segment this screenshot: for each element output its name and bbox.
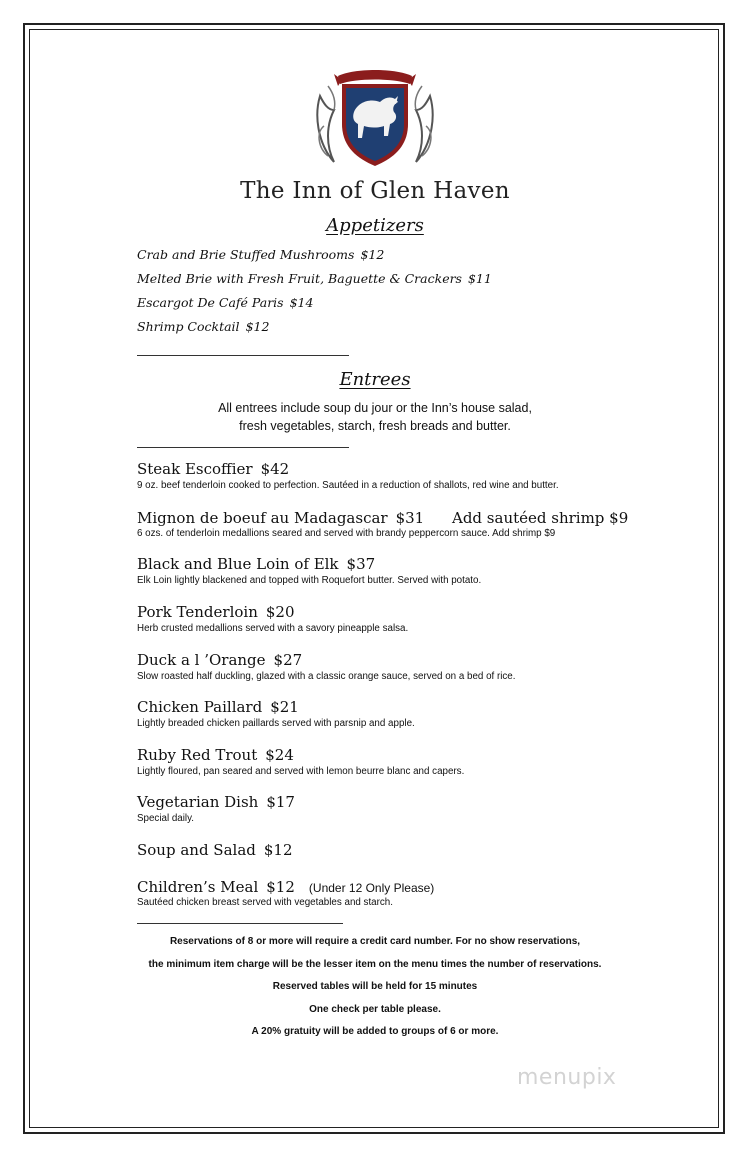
entree-price: $42 (260, 460, 290, 478)
entree-title (137, 698, 299, 716)
entrees-note-line-2: fresh vegetables, starch, fresh breads and butter. (239, 419, 511, 433)
entree-name: Mignon de boeuf au Madagascar (137, 509, 388, 527)
entree-title (137, 841, 293, 859)
divider (137, 355, 349, 356)
entree-description: Slow roasted half duckling, glazed with a classic orange sauce, served on a bed of rice. (137, 671, 516, 682)
entree-price: $21 (270, 698, 299, 716)
entree-name: Ruby Red Trout (137, 746, 258, 764)
entree-name: Chicken Paillard (137, 698, 263, 716)
entree-price: $12 (266, 878, 295, 896)
appetizer-price: $12 (360, 247, 385, 262)
entree-title (137, 555, 375, 573)
entree-name: Pork Tenderloin (137, 603, 258, 621)
entree-description: Special daily. (137, 813, 194, 824)
entree-title (137, 878, 434, 896)
divider (137, 447, 349, 448)
entree-name: Steak Escoffier (137, 460, 253, 478)
entree-description: 9 oz. beef tenderloin cooked to perfection. Sautéed in a reduction of shallots, red wine and butter. (137, 480, 559, 491)
appetizer-item (137, 271, 492, 286)
appetizers-heading: Appetizers (326, 215, 424, 236)
entree-description: Herb crusted medallions served with a savory pineapple salsa. (137, 623, 409, 634)
restaurant-title: The Inn of Glen Haven (240, 178, 510, 204)
entree-title (137, 651, 302, 669)
appetizer-name: Melted Brie with Fresh Fruit, Baguette & Crackers (137, 271, 462, 286)
entree-name: Duck a l ’Orange (137, 651, 266, 669)
policy-line: the minimum item charge will be the lesser item on the menu times the number of reservations. (148, 959, 602, 970)
appetizer-item (137, 319, 269, 334)
appetizer-price: $14 (289, 295, 314, 310)
entree-price: $12 (263, 841, 293, 859)
appetizer-item (137, 295, 313, 310)
entree-name: Vegetarian Dish (137, 793, 259, 811)
crest-logo-icon (314, 66, 436, 170)
entree-price: $17 (266, 793, 295, 811)
entree-name: Black and Blue Loin of Elk (137, 555, 339, 573)
entree-title (137, 746, 294, 764)
entree-addon: Add sautéed shrimp $9 (452, 509, 629, 527)
menupix-watermark: menupix (517, 1065, 617, 1090)
entree-price: $20 (265, 603, 295, 621)
entree-price: $37 (346, 555, 376, 573)
entree-title (137, 509, 424, 527)
entrees-heading: Entrees (339, 369, 411, 390)
entree-description: Lightly breaded chicken paillards served with parsnip and apple. (137, 718, 415, 729)
appetizer-price: $12 (245, 319, 270, 334)
appetizer-name: Crab and Brie Stuffed Mushrooms (137, 247, 355, 262)
appetizer-name: Escargot De Café Paris (137, 295, 284, 310)
entree-price: $31 (395, 509, 425, 527)
entree-description: 6 ozs. of tenderloin medallions seared and served with brandy peppercorn sauce. Add shrimp $9 (137, 528, 556, 539)
entree-description: Sautéed chicken breast served with vegetables and starch. (137, 897, 393, 908)
policy-line: One check per table please. (309, 1004, 441, 1015)
appetizer-name: Shrimp Cocktail (137, 319, 240, 334)
entrees-note-line-1: All entrees include soup du jour or the Inn’s house salad, (218, 401, 532, 415)
entree-name: Children’s Meal (137, 878, 259, 896)
entree-price: $24 (265, 746, 294, 764)
entree-price: $27 (273, 651, 303, 669)
entree-title (137, 603, 295, 621)
entree-description: Lightly floured, pan seared and served with lemon beurre blanc and capers. (137, 766, 465, 777)
appetizer-item (137, 247, 384, 262)
entree-name: Soup and Salad (137, 841, 256, 859)
entree-description: Elk Loin lightly blackened and topped with Roquefort butter. Served with potato. (137, 575, 482, 586)
policy-line: Reserved tables will be held for 15 minutes (272, 981, 478, 992)
entree-title (137, 460, 289, 478)
policy-line: A 20% gratuity will be added to groups of 6 or more. (251, 1026, 499, 1037)
policy-line: Reservations of 8 or more will require a credit card number. For no show reservations, (169, 936, 581, 947)
appetizer-price: $11 (467, 271, 492, 286)
children-age-note: (Under 12 Only Please) (308, 881, 435, 895)
divider (137, 923, 343, 924)
entree-title (137, 793, 295, 811)
